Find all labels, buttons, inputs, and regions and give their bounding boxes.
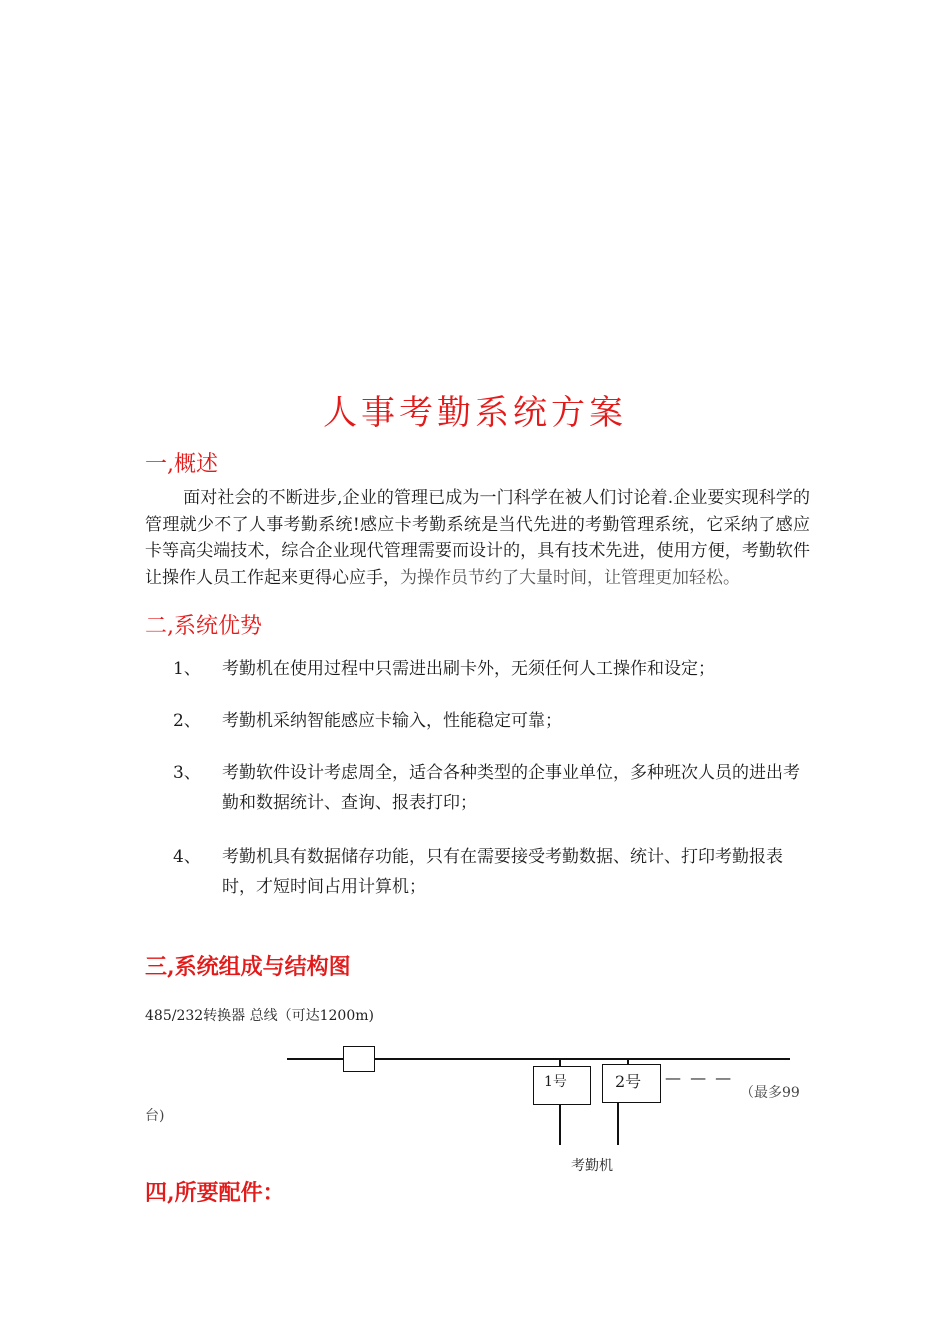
advantage-item	[170, 758, 810, 818]
item-number: 3、	[173, 763, 201, 783]
section-heading-parts: 四,所要配件：	[145, 1180, 285, 1206]
diagram-caption: 485/232转换器 总线（可达1200m)	[145, 1008, 374, 1024]
max-units-note: （最多99	[740, 1085, 800, 1101]
item-text: 考勤机在使用过程中只需进出刷卡外，无须任何人工操作和设定；	[222, 659, 715, 679]
connector-line	[559, 1105, 561, 1145]
connector-line	[627, 1058, 629, 1064]
connector-line	[559, 1058, 561, 1066]
section-heading-structure: 三,系统组成与结构图	[145, 954, 351, 980]
advantage-item	[170, 706, 810, 736]
converter-box	[343, 1046, 375, 1072]
item-text: 考勤机采纳智能感应卡输入，性能稳定可靠；	[222, 711, 562, 731]
overview-text: 面对社会的不断进步,企业的管理已成为一门科学在被人们讨论着.企业要实现科学的管理就少不了人事考勤系统!感应卡考勤系统是当代先进的考勤管理系统，它采纳了感应卡等高尖端技术，综合企业现代管理需要而设计的，具有技术先进，使用方便，考勤软件让操作人员工作起来更得心应手，	[145, 488, 810, 588]
item-number: 1、	[173, 659, 201, 679]
max-units-note-end: 台)	[145, 1108, 165, 1124]
attendance-unit-2	[602, 1064, 661, 1103]
item-number: 2、	[173, 711, 201, 731]
advantage-item	[170, 654, 810, 684]
section-heading-advantages: 二,系统优势	[145, 614, 262, 639]
section-heading-overview: 一,概述	[145, 452, 218, 477]
item-number: 4、	[173, 847, 201, 867]
connector-line	[617, 1103, 619, 1145]
unit-label: 1号	[544, 1074, 567, 1090]
overview-paragraph	[145, 485, 810, 591]
item-text: 考勤软件设计考虑周全，适合各种类型的企事业单位，多种班次人员的进出考勤和数据统计、查询、报表打印；	[222, 763, 800, 813]
overview-text-tail: 为操作员节约了大量时间，让管理更加轻松。	[400, 567, 740, 588]
document-title: 人事考勤系统方案	[323, 393, 627, 433]
continuation-dashes: — — —	[665, 1068, 734, 1087]
advantage-item	[170, 842, 810, 902]
item-text: 考勤机具有数据储存功能，只有在需要接受考勤数据、统计、打印考勤报表时，才短时间占用计算机；	[222, 847, 783, 897]
attendance-unit-1	[533, 1066, 591, 1105]
unit-label: 2号	[615, 1072, 642, 1091]
device-label: 考勤机	[571, 1158, 613, 1174]
